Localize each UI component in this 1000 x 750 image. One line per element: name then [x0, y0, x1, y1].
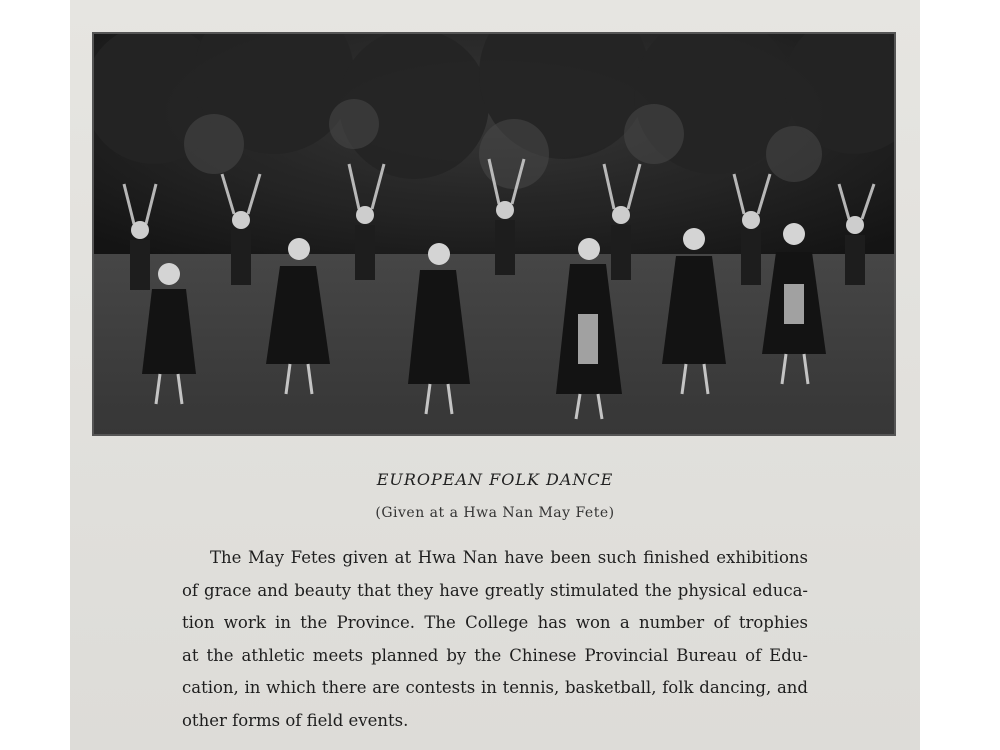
folk-dance-photo — [92, 32, 896, 436]
caption-subtitle: (Given at a Hwa Nan May Fete) — [375, 505, 615, 521]
body-line: other forms of field events. — [182, 710, 409, 730]
caption-title: EUROPEAN FOLK DANCE — [376, 470, 614, 489]
body-line: of grace and beauty that they have greatly stimulated the physical educa- — [182, 580, 808, 600]
body-line: at the athletic meets planned by the Chinese Provincial Bureau of Edu- — [182, 645, 808, 665]
body-line: The May Fetes given at Hwa Nan have been such finished exhibitions — [210, 548, 808, 567]
body-line: tion work in the Province. The College has won a number of trophies — [182, 613, 808, 632]
body-line: cation, in which there are contests in tennis, basketball, folk dancing, and — [182, 678, 808, 697]
photo-illustration — [94, 34, 894, 434]
book-page — [70, 0, 920, 750]
body-paragraph — [182, 542, 808, 737]
